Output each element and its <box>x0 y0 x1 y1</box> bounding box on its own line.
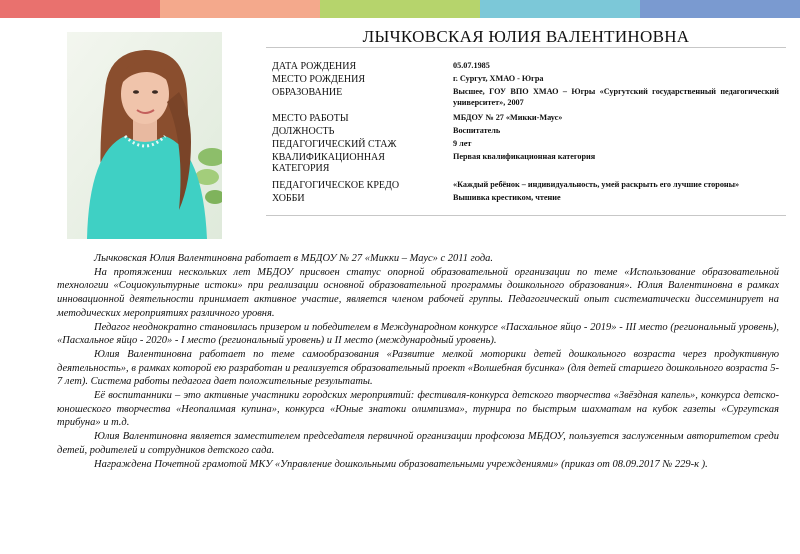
hobby-value: Вышивка крестиком, чтение <box>453 193 561 202</box>
workplace-value: МБДОУ № 27 «Микки-Маус» <box>453 113 563 122</box>
workplace-label: МЕСТО РАБОТЫ <box>272 113 349 124</box>
hobby-label: ХОББИ <box>272 193 305 204</box>
color-segment <box>0 0 160 18</box>
bio-paragraph: На протяжении нескольких лет МБДОУ присвоен статус опорной образовательной организации по теме «Использование образовательной технологии «Социокультурные истоки» при реализации основной образовательной программы дошкольного образования». Юлия Валентиновна в рамках инновационной деятельности принимает активное участие, является членом рабочей группы. Педагогический опыт систематически диссеминирует на методических мероприятиях различного уровня. <box>57 266 779 319</box>
color-segment <box>480 0 640 18</box>
divider <box>266 47 786 48</box>
birth-place-value: г. Сургут, ХМАО - Югра <box>453 74 544 83</box>
category-label: КВАЛИФИКАЦИОННАЯ КАТЕГОРИЯ <box>272 152 385 174</box>
education-value: Высшее, ГОУ ВПО ХМАО – Югры «Сургутский государственный педагогический университет», 2007 <box>453 87 779 107</box>
experience-label: ПЕДАГОГИЧЕСКИЙ СТАЖ <box>272 139 397 150</box>
position-value: Воспитатель <box>453 126 501 135</box>
biography <box>57 252 779 471</box>
bio-paragraph: Её воспитанники – это активные участники городских мероприятий: фестиваля-конкурса детского творчества «Звёздная капель», конкурса детско-юношеского творчества «Неопалимая купина», конкурса «Юные знатоки олимпизма», турнира по быстрым шахматам на кубок газеты «Сургутская трибуна» и т.д. <box>57 390 779 429</box>
color-segment <box>320 0 480 18</box>
bio-paragraph: Юлия Валентиновна работает по теме самообразования «Развитие мелкой моторики детей дошкольного возраста через продуктивную деятельность», в рамках которой ею разработан и реализуется образовательный проект «Волшебная бусинка» (для детей старшего дошкольного возраста 5-7 лет). Система работы педагога дает положительные результаты. <box>57 348 779 388</box>
education-label: ОБРАЗОВАНИЕ <box>272 87 343 98</box>
experience-value: 9 лет <box>453 139 472 148</box>
decorative-color-strip <box>0 0 800 18</box>
color-segment <box>640 0 800 18</box>
bio-paragraph: Педагог неоднократно становилась призером и победителем в Международном конкурсе «Пасхальное яйцо - 2019» - III место (региональный уровень), «Пасхальное яйцо - 2020» - I место (региональный уровень) и II место (международный уровень). <box>57 321 779 347</box>
credo-value: «Каждый ребёнок – индивидуальность, умей раскрыть его лучшие стороны» <box>453 180 740 189</box>
position-label: ДОЛЖНОСТЬ <box>272 126 335 137</box>
color-segment <box>160 0 320 18</box>
divider <box>266 215 786 216</box>
page-title: ЛЫЧКОВСКАЯ ЮЛИЯ ВАЛЕНТИНОВНА <box>362 27 690 46</box>
birth-date-label: ДАТА РОЖДЕНИЯ <box>272 61 357 72</box>
birth-date-value: 05.07.1985 <box>453 61 490 70</box>
bio-paragraph: Награждена Почетной грамотой МКУ «Управление дошкольными образовательными учреждениями» (приказ от 08.09.2017 № 229-к ). <box>94 458 708 470</box>
category-value: Первая квалификационная категория <box>453 152 596 161</box>
bio-paragraph: Лычковская Юлия Валентиновна работает в МБДОУ № 27 «Микки – Маус» с 2011 года. <box>94 253 494 264</box>
bio-paragraph: Юлия Валентиновна является заместителем председателя первичной организации профсоюза МБДОУ, пользуется заслуженным авторитетом среди детей, родителей и сотрудников детского сада. <box>57 431 779 456</box>
credo-label: ПЕДАГОГИЧЕСКОЕ КРЕДО <box>272 180 400 191</box>
portrait-photo <box>67 32 222 239</box>
birth-place-label: МЕСТО РОЖДЕНИЯ <box>272 74 366 85</box>
